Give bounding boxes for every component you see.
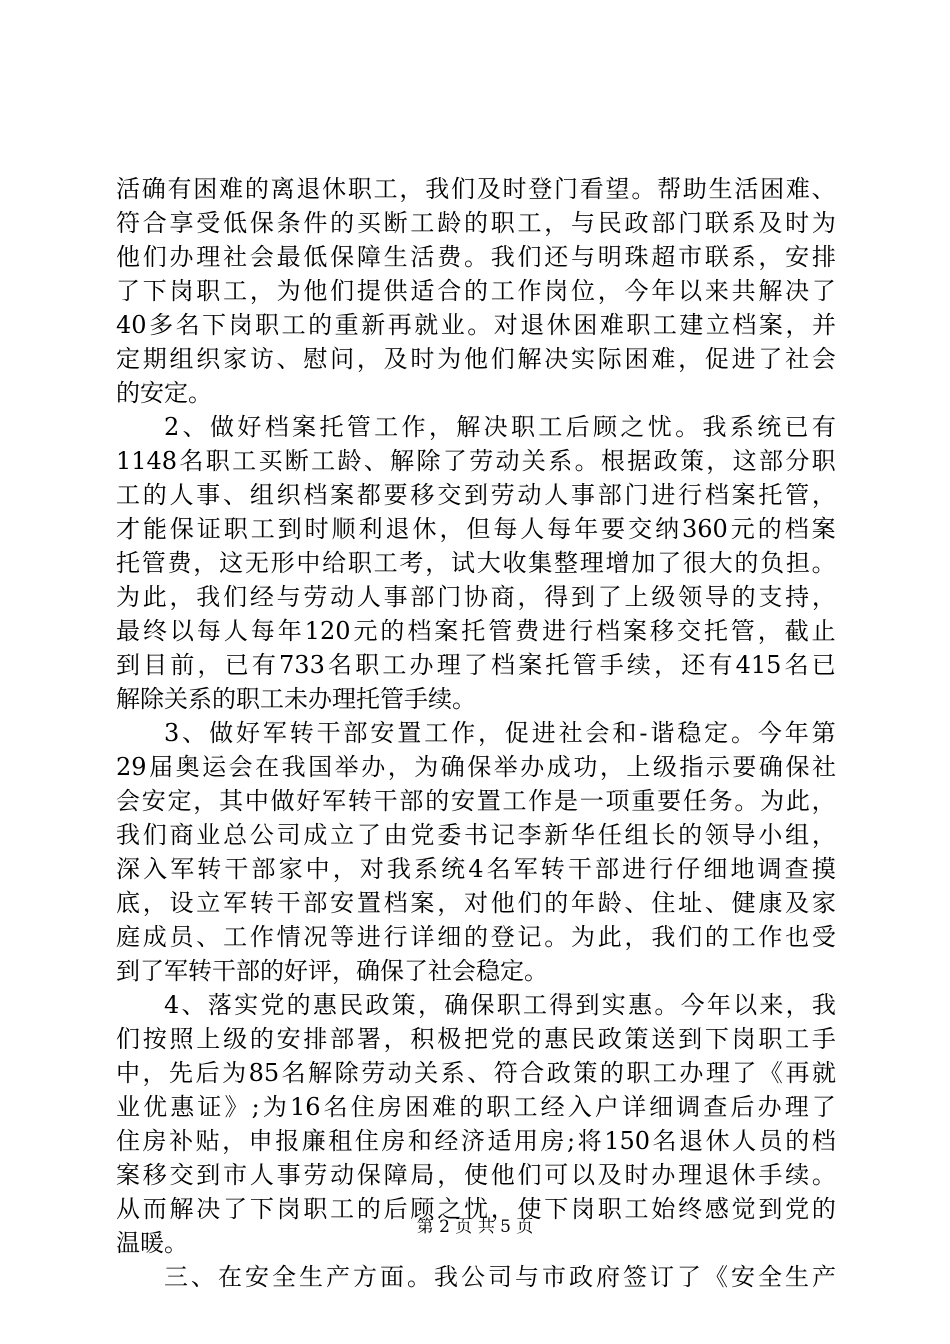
- text-line: 们 按 照 上 级 的 安 排 部 署 ， 积 极 把 党 的 惠 民 政 策 送 到 下 岗 职 工 手: [116, 1025, 836, 1053]
- text-line: 工 的 人 事 、 组 织 档 案 都 要 移 交 到 劳 动 人 事 部 门 进 行 档 案 托 管 ，: [116, 481, 836, 509]
- text-line: 我 们 商 业 总 公 司 成 立 了 由 党 委 书 记 李 新 华 任 组 长 的 领 导 小 组 ，: [116, 821, 836, 849]
- text-line: 三 、 在 安 全 生 产 方 面 。 我 公 司 与 市 政 府 签 订 了 《 安 全 生 产: [164, 1263, 836, 1291]
- text-line: 40 多 名 下 岗 职 工 的 重 新 再 就 业 。 对 退 休 困 难 职 工 建 立 档 案 ， 并: [116, 311, 836, 339]
- text-line: 到了军转干部的好评，确保了社会稳定。: [116, 957, 548, 985]
- text-line: 他 们 办 理 社 会 最 低 保 障 生 活 费 。 我 们 还 与 明 珠 超 市 联 系 ， 安 排: [116, 243, 836, 271]
- text-line: 托 管 费 ， 这 无 形 中 给 职 工 考 ， 试 大 收 集 整 理 增 加 了 很 大 的 负 担 。: [116, 549, 836, 577]
- text-line: 中 ， 先 后 为 85 名 解 除 劳 动 关 系 、 符 合 政 策 的 职 工 办 理 了 《 再 就: [116, 1059, 836, 1087]
- text-line: 底 ， 设 立 军 转 干 部 安 置 档 案 ， 对 他 们 的 年 龄 、 住 址 、 健 康 及 家: [116, 889, 836, 917]
- text-line: 活 确 有 困 难 的 离 退 休 职 工 ， 我 们 及 时 登 门 看 望 。 帮 助 生 活 困 难 、: [116, 175, 836, 203]
- text-line: 住 房 补 贴 ， 申 报 廉 租 住 房 和 经 济 适 用 房 ; 将 150 名 退 休 人 员 的 档: [116, 1127, 836, 1155]
- text-line: 3 、 做 好 军 转 干 部 安 置 工 作 ， 促 进 社 会 和 - 谐 稳 定 。 今 年 第: [164, 719, 836, 747]
- text-line: 符 合 享 受 低 保 条 件 的 买 断 工 龄 的 职 工 ， 与 民 政 部 门 联 系 及 时 为: [116, 209, 836, 237]
- text-line: 到 目 前 ， 已 有 733 名 职 工 办 理 了 档 案 托 管 手 续 ， 还 有 415 名 已: [116, 651, 836, 679]
- text-line: 会 安 定 ， 其 中 做 好 军 转 干 部 的 安 置 工 作 是 一 项 重 要 任 务 。 为 此 ，: [116, 787, 836, 815]
- text-line: 29 届 奥 运 会 在 我 国 举 办 ， 为 确 保 举 办 成 功 ， 上 级 指 示 要 确 保 社: [116, 753, 836, 781]
- text-line: 最 终 以 每 人 每 年 120 元 的 档 案 托 管 费 进 行 档 案 移 交 托 管 ， 截 止: [116, 617, 836, 645]
- text-line: 从 而 解 决 了 下 岗 职 工 的 后 顾 之 忧 ， 使 下 岗 职 工 始 终 感 觉 到 党 的: [116, 1195, 836, 1223]
- text-line: 的安定。: [116, 379, 212, 407]
- text-line: 解除关系的职工未办理托管手续。: [116, 685, 476, 713]
- text-line: 业 优 惠 证 》 ; 为 16 名 住 房 困 难 的 职 工 经 入 户 详 细 调 查 后 办 理 了: [116, 1093, 836, 1121]
- text-line: 4 、 落 实 党 的 惠 民 政 策 ， 确 保 职 工 得 到 实 惠 。 今 年 以 来 ， 我: [164, 991, 836, 1019]
- text-line: 2 、 做 好 档 案 托 管 工 作 ， 解 决 职 工 后 顾 之 忧 。 我 系 统 已 有: [164, 413, 836, 441]
- text-line: 案 移 交 到 市 人 事 劳 动 保 障 局 ， 使 他 们 可 以 及 时 办 理 退 休 手 续 。: [116, 1161, 836, 1189]
- text-line: 了 下 岗 职 工 ， 为 他 们 提 供 适 合 的 工 作 岗 位 ， 今 年 以 来 共 解 决 了: [116, 277, 836, 305]
- document-body: [116, 172, 836, 1294]
- text-line: 才 能 保 证 职 工 到 时 顺 利 退 休 ， 但 每 人 每 年 要 交 纳 360 元 的 档 案: [116, 515, 836, 543]
- text-line: 温暖。: [116, 1229, 188, 1257]
- page-footer: 第 2 页 共 5 页: [416, 1217, 534, 1237]
- text-line: 庭 成 员 、 工 作 情 况 等 进 行 详 细 的 登 记 。 为 此 ， 我 们 的 工 作 也 受: [116, 923, 836, 951]
- text-line: 1148 名 职 工 买 断 工 龄 、 解 除 了 劳 动 关 系 。 根 据 政 策 ， 这 部 分 职: [116, 447, 836, 475]
- text-line: 为 此 ， 我 们 经 与 劳 动 人 事 部 门 协 商 ， 得 到 了 上 级 领 导 的 支 持 ，: [116, 583, 836, 611]
- text-line: 定 期 组 织 家 访 、 慰 问 ， 及 时 为 他 们 解 决 实 际 困 难 ， 促 进 了 社 会: [116, 345, 836, 373]
- text-line: 深 入 军 转 干 部 家 中 ， 对 我 系 统 4 名 军 转 干 部 进 行 仔 细 地 调 查 摸: [116, 855, 836, 883]
